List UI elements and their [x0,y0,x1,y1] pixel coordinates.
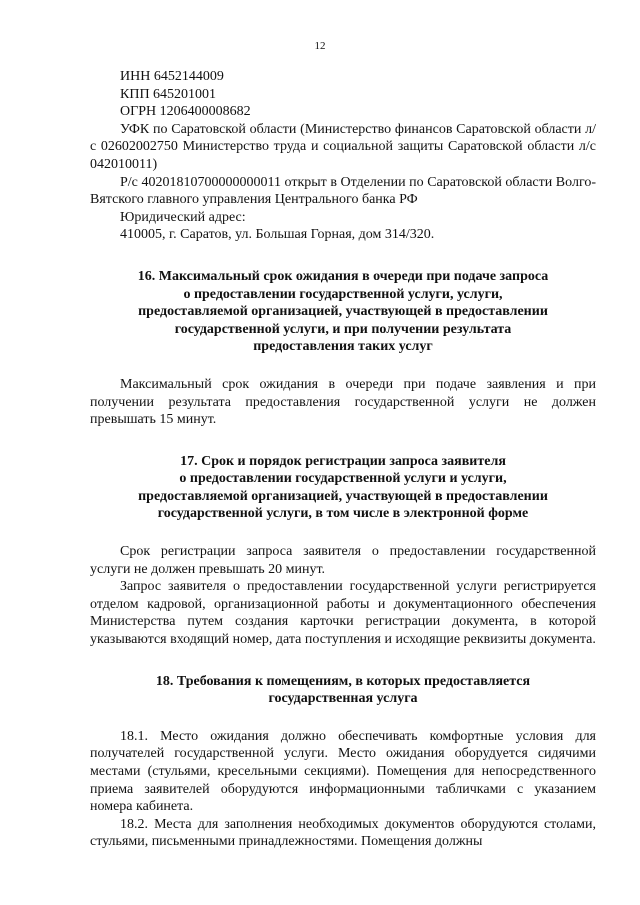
section-16-paragraph: Максимальный срок ожидания в очереди при подаче заявления и при получении результата предоставления государственной услуги не должен превышать 15 минут. [90,376,596,428]
requisites-block [90,68,596,244]
document-body [90,68,596,851]
heading-line: о предоставлении государственной услуги, услуги, [183,286,503,302]
heading-line: предоставления таких услуг [253,339,433,355]
section-18-paragraph-1: 18.1. Место ожидания должно обеспечивать комфортные условия для получателей государственной услуги. Место ожидания оборудуется сидячими местами (стульями, кресельными секциями). Помещения для непосредственного приема заявителей оборудуются информационными табличками с указанием номера кабинета. [90,728,596,815]
heading-line: 18. Требования к помещениям, в которых предоставляется [155,673,531,689]
section-17-heading [90,453,596,523]
ufk-line: УФК по Саратовской области (Министерство финансов Саратовской области л/с 02602002750 Министерство труда и социальной защиты Саратовской области л/с 042010011) [90,121,596,172]
section-18-paragraph-2: 18.2. Места для заполнения необходимых документов оборудуются столами, стульями, письменными принадлежностями. Помещения должны [90,816,596,850]
section-17-paragraph-1: Срок регистрации запроса заявителя о предоставлении государственной услуги не должен превышать 20 минут. [90,544,596,577]
section-17-paragraph-2: Запрос заявителя о предоставлении государственной услуги регистрируется отделом кадровой, организационной работы и документационного обеспечения Министерства путем создания карточки регистрации документа, в которой указываются входящий номер, дата поступления и исходящие реквизиты документа. [90,579,596,648]
heading-line: государственная услуга [268,691,418,707]
heading-line: 16. Максимальный срок ожидания в очереди при подаче запроса [137,268,549,284]
heading-line: о предоставлении государственной услуги и услуги, [179,471,507,487]
page-number: 12 [314,40,326,52]
address-line: 410005, г. Саратов, ул. Большая Горная, дом 314/320. [120,227,435,243]
kpp-line: КПП 645201001 [120,86,217,102]
heading-line: предоставляемой организацией, участвующей в предоставлении [138,304,548,320]
heading-line: государственной услуги, в том числе в электронной форме [157,506,529,522]
ogrn-line: ОГРН 1206400008682 [120,104,251,120]
section-16-heading [90,268,596,356]
heading-line: государственной услуги, и при получении результата [174,321,512,337]
heading-line: 17. Срок и порядок регистрации запроса заявителя [180,453,506,469]
account-line: Р/с 40201810700000000011 открыт в Отделении по Саратовской области Волго-Вятского главного управления Центрального банка РФ [90,174,596,208]
address-label: Юридический адрес: [120,209,246,225]
section-18-heading [90,673,596,708]
inn-line: ИНН 6452144009 [120,69,224,84]
heading-line: предоставляемой организацией, участвующей в предоставлении [138,488,548,504]
